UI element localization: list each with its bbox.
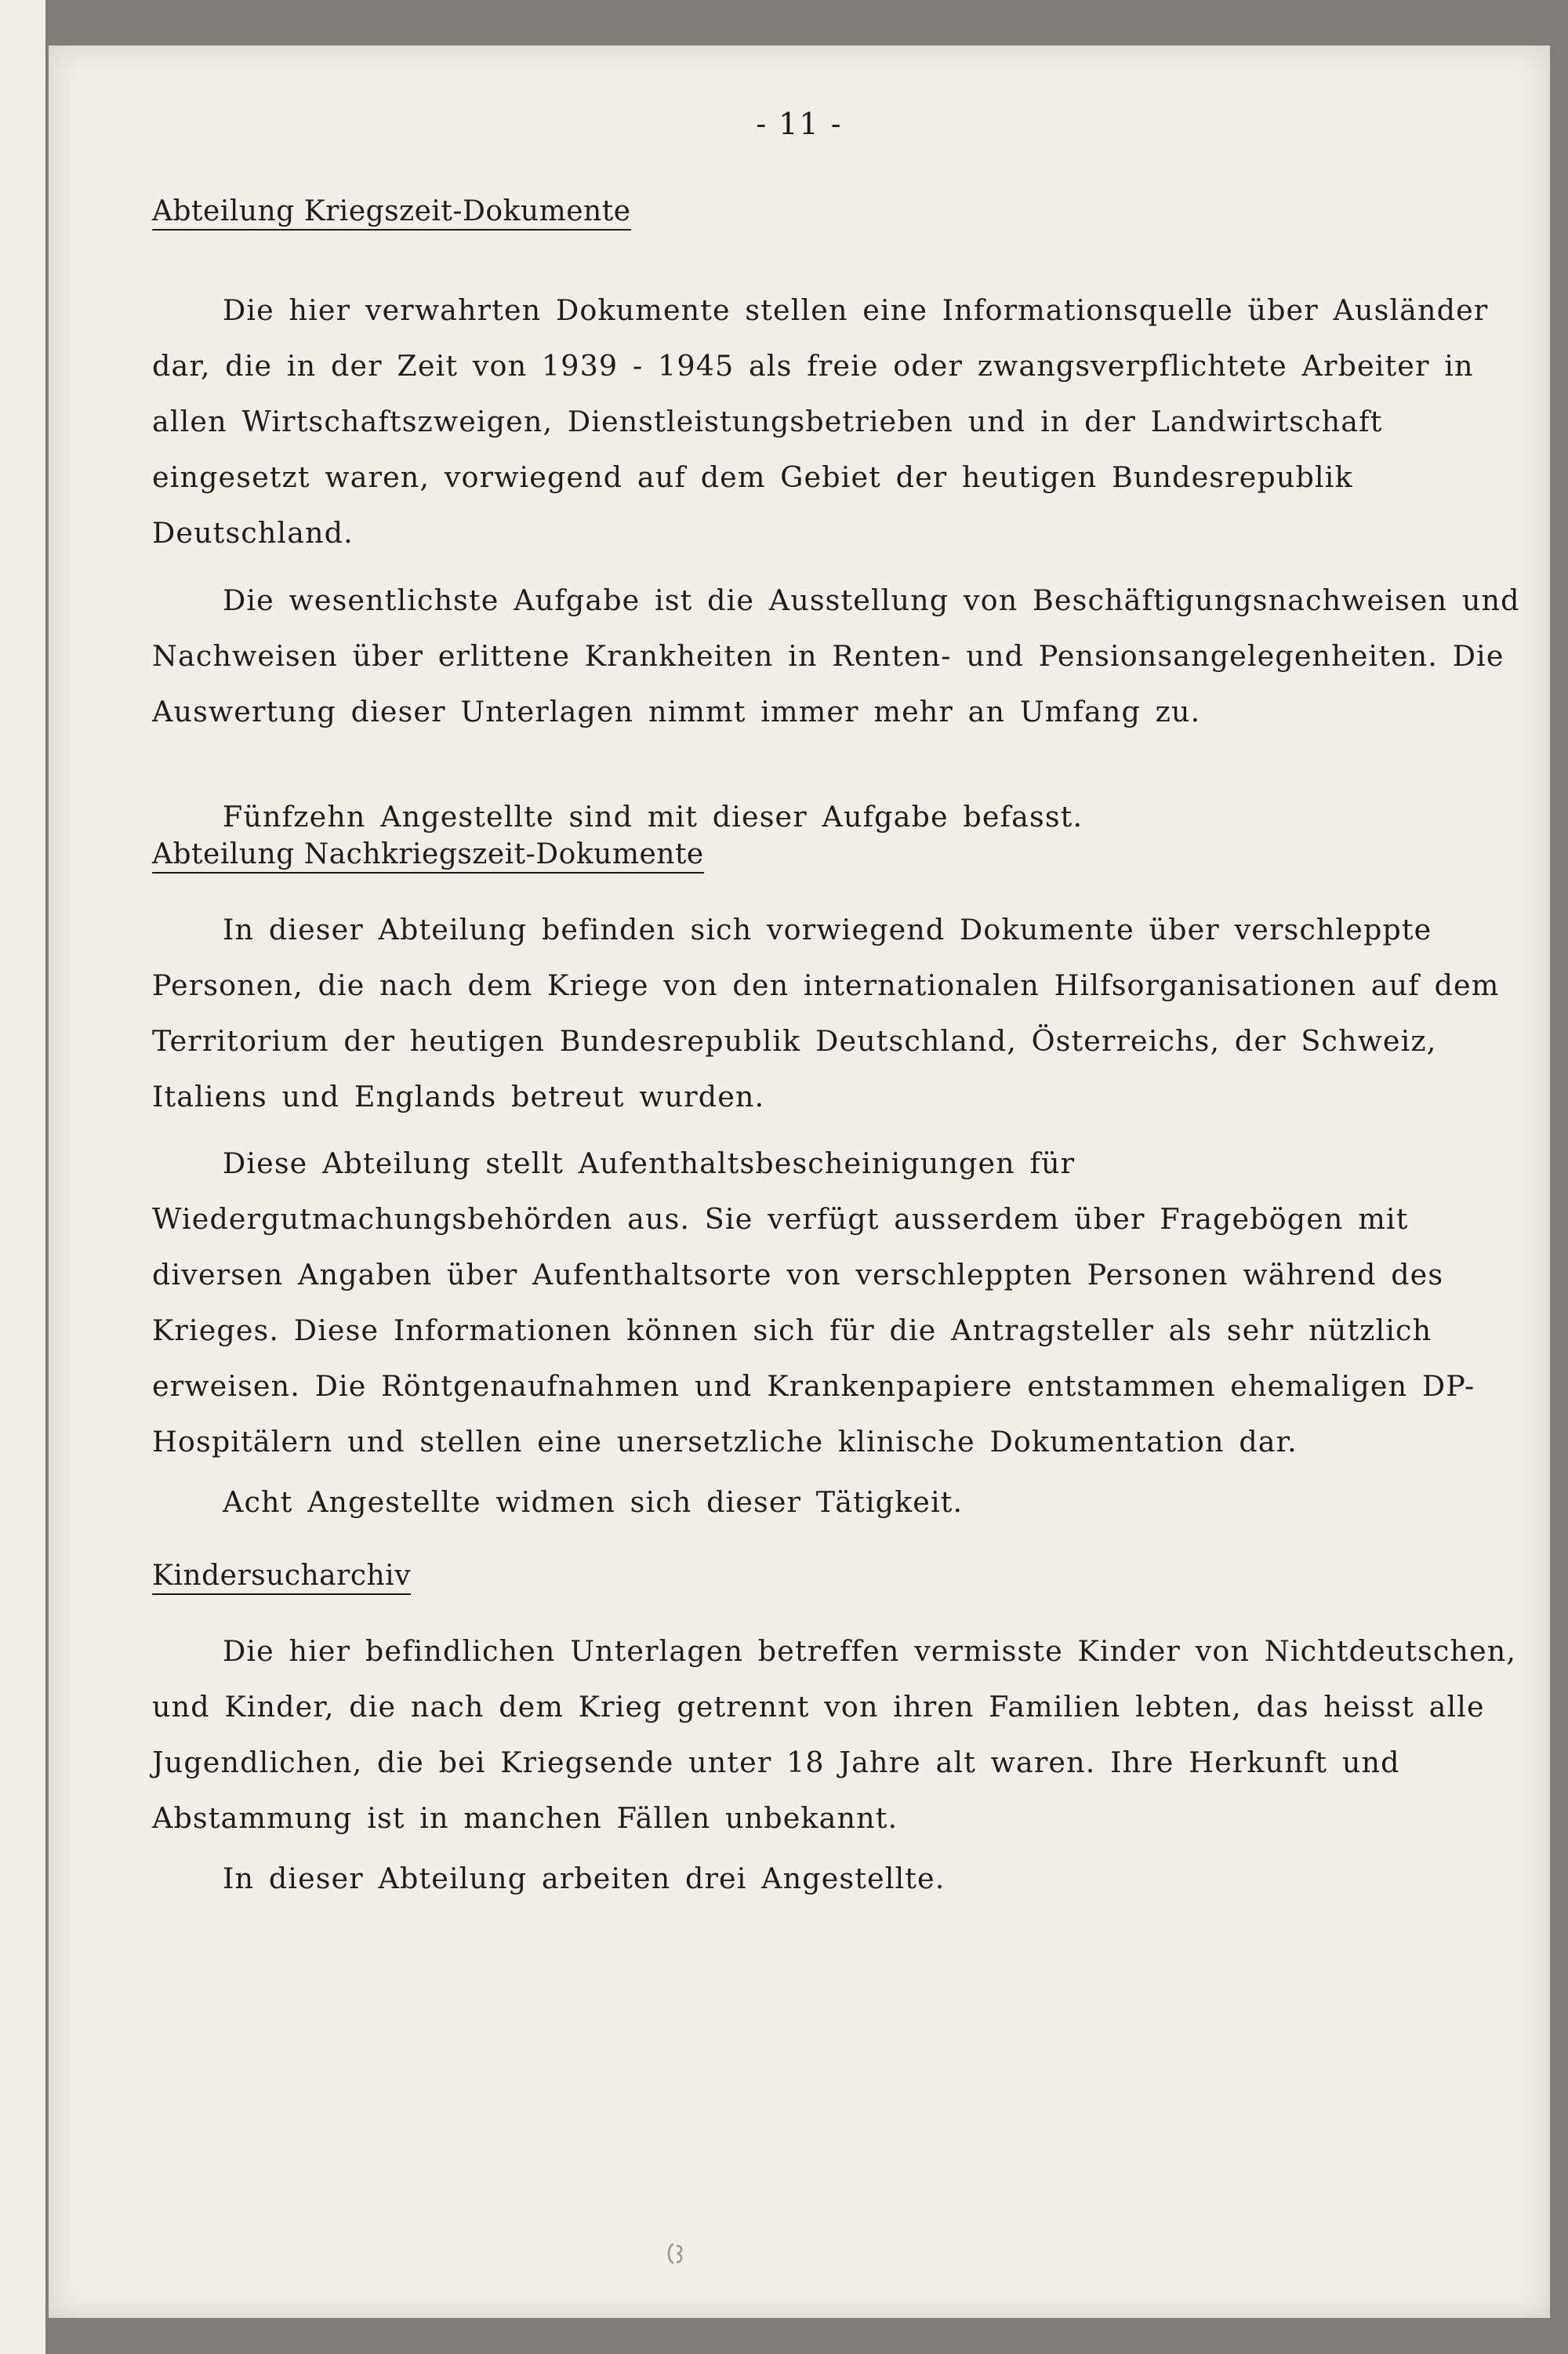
section-heading-nachkriegszeit: Abteilung Nachkriegszeit-Dokumente [152, 839, 704, 874]
paragraph-nachkriegszeit-1 [152, 902, 1548, 1124]
page-content [49, 45, 1550, 2318]
stamp-glyph-icon [664, 2241, 686, 2266]
paragraph-kriegszeit-1 [152, 282, 1548, 561]
paragraph-text: Acht Angestellte widmen sich dieser Tätigkeit. [223, 1485, 964, 1519]
document-page [49, 45, 1550, 2318]
paragraph-text: Fünfzehn Angestellte sind mit dieser Aufgabe befasst. [223, 800, 1083, 834]
paragraph-kindersuch-2 [152, 1851, 1548, 1906]
paragraph-text: Die hier befindlichen Unterlagen betreffen vermisste Kinder von Nichtdeutschen, und Kinder, die nach dem Krieg getrennt von ihren Familien lebten, das heisst alle Jugendlichen, die bei Kriegsende unter 18 Jahre alt waren. Ihre Herkunft und Abstammung ist in manchen Fällen unbekannt. [152, 1634, 1517, 1835]
paragraph-text: In dieser Abteilung arbeiten drei Angestellte. [223, 1862, 946, 1895]
paragraph-nachkriegszeit-3 [152, 1474, 1548, 1530]
paragraph-text: Die wesentlichste Aufgabe ist die Ausstellung von Beschäftigungsnachweisen und Nachweisen über erlittene Krankheiten in Renten- und Pensionsangelegenheiten. Die Auswertung dieser Unterlagen nimmt immer mehr an Umfang zu. [152, 583, 1520, 728]
archive-stamp-mark [664, 2241, 686, 2272]
section-heading-kriegszeit: Abteilung Kriegszeit-Dokumente [152, 196, 631, 231]
paragraph-text: Diese Abteilung stellt Aufenthaltsbescheinigungen für Wiedergutmachungsbehörden aus. Sie verfügt ausserdem über Fragebögen mit diversen Angaben über Aufenthaltsorte von verschleppten Personen während des Krieges. Diese Informationen können sich für die Antragsteller als sehr nützlich erweisen. Die Röntgenaufnahmen und Krankenpapiere entstammen ehemaligen DP-Hospitälern und stellen eine unersetzliche klinische Dokumentation dar. [152, 1146, 1475, 1459]
paragraph-text: Die hier verwahrten Dokumente stellen eine Informationsquelle über Ausländer dar, die in der Zeit von 1939 - 1945 als freie oder zwangsverpflichtete Arbeiter in allen Wirtschaftszweigen, Dienstleistungsbetrieben und in der Landwirtschaft eingesetzt waren, vorwiegend auf dem Gebiet der heutigen Bundesrepublik Deutschland. [152, 293, 1489, 550]
paragraph-nachkriegszeit-2 [152, 1135, 1548, 1469]
page-number: - 11 - [756, 107, 843, 141]
section-heading-kindersucharchiv: Kindersucharchiv [152, 1560, 411, 1595]
paragraph-text: In dieser Abteilung befinden sich vorwiegend Dokumente über verschleppte Personen, die nach dem Kriege von den internationalen Hilfsorganisationen auf dem Territorium der heutigen Bundesrepublik Deutschland, Österreichs, der Schweiz, Italiens und Englands betreut wurden. [152, 913, 1500, 1113]
paragraph-kindersuch-1 [152, 1623, 1548, 1846]
paragraph-kriegszeit-3 [152, 789, 1548, 845]
facing-page-edge [0, 0, 45, 2354]
paragraph-kriegszeit-2 [152, 572, 1548, 739]
